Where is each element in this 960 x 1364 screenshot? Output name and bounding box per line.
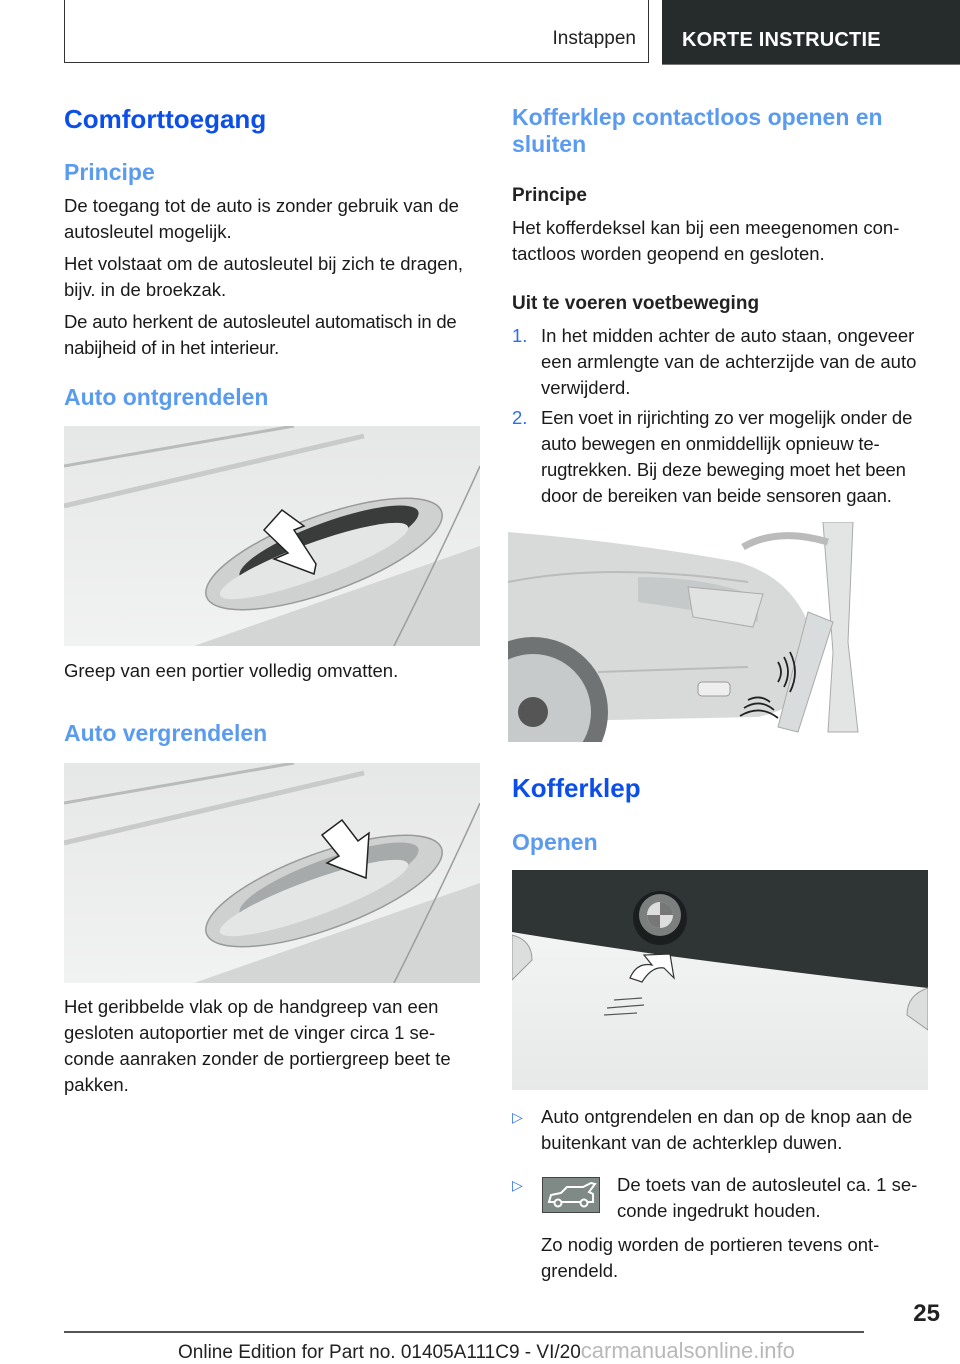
heading-auto-vergrendelen: Auto vergrendelen xyxy=(64,720,268,746)
paragraph-principe-right: Het kofferdeksel kan bij een meegenomen con-tactloos worden geopend en gesloten. xyxy=(512,217,900,264)
step-2-text: Een voet in rijrichting zo ver mogelijk onder de auto bewegen en onmiddellijk opnieuw te-rugtrekken. Bij deze beweging moet het been door de bereiken van beide sensoren gaan. xyxy=(541,407,913,506)
bullet-2-note: Zo nodig worden de portieren tevens ont-grendeld. xyxy=(541,1234,880,1281)
paragraph-principe-1: De toegang tot de auto is zonder gebruik van de autosleutel mogelijk. xyxy=(64,195,459,242)
step-1-text: In het midden achter de auto staan, ongeveer een armlengte van de achterzijde van de auto verwijderd. xyxy=(541,325,917,398)
caption-lock: Het geribbelde vlak op de handgreep van een gesloten autoportier met de vinger circa 1 se-conde aanraken zonder de portiergreep beet te pakken. xyxy=(64,996,451,1095)
triangle-bullet-icon: ▷ xyxy=(512,1109,523,1125)
paragraph-principe-2: Het volstaat om de autosleutel bij zich te dragen, bijv. in de broekzak. xyxy=(64,253,464,300)
bullet-2-text: De toets van de autosleutel ca. 1 se-conde ingedrukt houden. xyxy=(617,1174,918,1221)
step-2-number: 2. xyxy=(512,407,528,428)
heading-kofferklep-contactloos: Kofferklep contactloos openen en sluiten xyxy=(512,104,883,157)
edition-text: Online Edition for Part no. 01405A111C9 - VI/20 xyxy=(178,1342,581,1363)
heading-principe: Principe xyxy=(64,159,155,185)
chapter-tab xyxy=(662,0,960,65)
header-section-box xyxy=(64,0,649,63)
bullet-key-button xyxy=(512,1172,932,1284)
heading-auto-ontgrendelen: Auto ontgrendelen xyxy=(64,384,269,410)
trunk-button-bmw-logo-illustration xyxy=(512,870,928,1090)
triangle-bullet-icon: ▷ xyxy=(512,1177,523,1193)
heading-voetbeweging: Uit te voeren voetbeweging xyxy=(512,293,760,314)
page-number: 25 xyxy=(913,1300,940,1327)
bullet-open-trunk-button xyxy=(512,1104,932,1156)
watermark-text: carmanualsonline.info xyxy=(580,1338,795,1363)
heading-principe-right: Principe xyxy=(512,185,587,206)
footer-edition xyxy=(178,1338,795,1364)
car-trunk-key-icon xyxy=(542,1177,600,1213)
paragraph-principe-3: De auto herkent de autosleutel automatisch in de nabijheid of in het interieur. xyxy=(64,311,457,358)
heading-openen: Openen xyxy=(512,829,598,855)
step-2 xyxy=(512,405,932,509)
step-1-number: 1. xyxy=(512,325,528,346)
bullet-1-text: Auto ontgrendelen en dan op de knop aan de buitenkant van de achterklep duwen. xyxy=(541,1106,913,1153)
footer-divider xyxy=(64,1331,864,1333)
page-title-comforttoegang: Comforttoegang xyxy=(64,104,267,134)
foot-gesture-rear-bumper-illustration xyxy=(508,522,862,742)
door-handle-ribbed-area-illustration xyxy=(64,763,480,983)
heading-kofferklep: Kofferklep xyxy=(512,773,641,803)
chapter-title: KORTE INSTRUCTIE xyxy=(682,29,881,51)
step-1 xyxy=(512,323,932,401)
section-title: Instappen xyxy=(552,28,636,49)
caption-unlock: Greep van een portier volledig omvatten. xyxy=(64,660,399,681)
door-handle-grip-illustration xyxy=(64,426,480,646)
